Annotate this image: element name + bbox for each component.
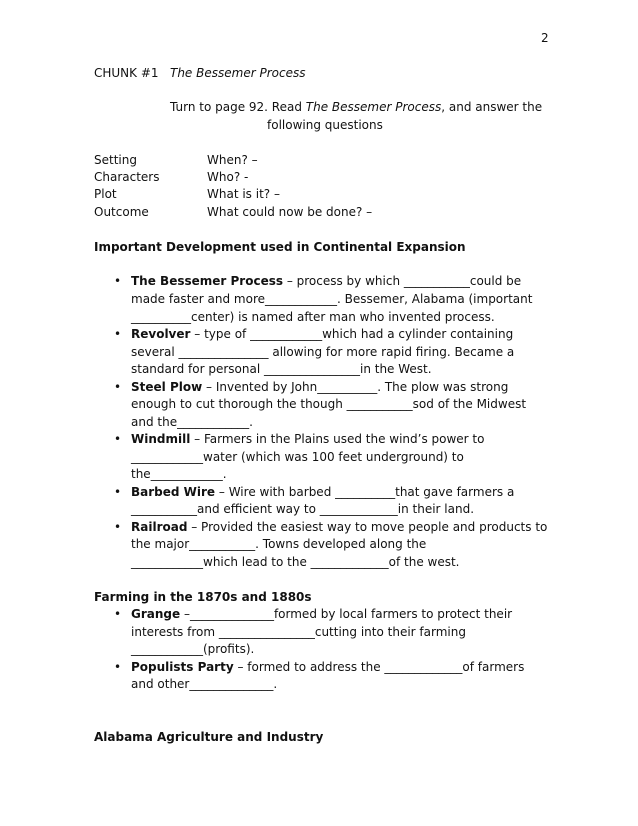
item-text: – Provided the easiest way to move people and products to <box>187 520 548 534</box>
item-text: __________center) is named after man who invented process. <box>131 310 495 324</box>
item-text: – Invented by John__________. The plow was strong <box>202 380 509 394</box>
chunk-header <box>94 66 305 80</box>
item-text: ____________water (which was 100 feet underground) to <box>131 450 464 464</box>
item-text: – Wire with barbed __________that gave farmers a <box>215 485 515 499</box>
book-title: The Bessemer Process <box>305 100 442 114</box>
item-text: standard for personal ________________in the West. <box>131 362 432 376</box>
item-text: –______________formed by local farmers to protect their <box>180 607 513 621</box>
item-text: interests from ________________cutting into their farming <box>131 625 466 639</box>
term: Barbed Wire <box>131 485 216 499</box>
bullet-icon: • <box>114 327 122 341</box>
story-question: What could now be done? – <box>207 205 373 219</box>
item-text: – formed to address the _____________of farmers <box>233 660 525 674</box>
story-term: Plot <box>94 187 117 201</box>
bullet-icon: • <box>114 380 122 394</box>
item-text: – process by which ___________could be <box>283 274 522 288</box>
section-heading-farming: Farming in the 1870s and 1880s <box>94 590 312 604</box>
item-text: made faster and more____________. Bessemer, Alabama (important <box>131 292 533 306</box>
item-text: – type of ____________which had a cylinder containing <box>190 327 514 341</box>
instruction-text: Turn to page 92. Read <box>170 100 306 114</box>
section-heading-expansion: Important Development used in Continental Expansion <box>94 240 466 254</box>
story-question: When? – <box>207 153 258 167</box>
instruction-text-end: , and answer the <box>441 100 543 114</box>
item-text: and other______________. <box>131 677 278 691</box>
term: The Bessemer Process <box>131 274 283 288</box>
item-text: and the____________. <box>131 415 253 429</box>
chunk-label: CHUNK #1 <box>94 66 159 80</box>
term: Windmill <box>131 432 191 446</box>
story-term: Setting <box>94 153 137 167</box>
term: Railroad <box>131 520 188 534</box>
item-text: enough to cut thorough the though ___________sod of the Midwest <box>131 397 527 411</box>
story-term: Characters <box>94 170 160 184</box>
term: Grange <box>131 607 181 621</box>
bullet-icon: • <box>114 432 122 446</box>
item-text: ____________which lead to the _____________of the west. <box>131 555 460 569</box>
item-text: ___________and efficient way to _____________in their land. <box>131 502 475 516</box>
term: Revolver <box>131 327 191 341</box>
term: Populists Party <box>131 660 234 674</box>
item-text: the major___________. Towns developed along the <box>131 537 427 551</box>
bullet-icon: • <box>114 485 122 499</box>
term: Steel Plow <box>131 380 203 394</box>
story-term: Outcome <box>94 205 149 219</box>
bullet-icon: • <box>114 660 122 674</box>
instruction-line-2: following questions <box>267 118 383 132</box>
item-text: ____________(profits). <box>131 642 255 656</box>
bullet-icon: • <box>114 607 122 621</box>
chunk-title: The Bessemer Process <box>170 66 306 80</box>
story-question: What is it? – <box>207 187 280 201</box>
item-text: the____________. <box>131 467 227 481</box>
story-question: Who? - <box>207 170 249 184</box>
bullet-icon: • <box>114 274 122 288</box>
item-text: – Farmers in the Plains used the wind’s power to <box>190 432 485 446</box>
instruction-line-1 <box>170 100 542 114</box>
page-number: 2 <box>541 31 549 45</box>
bullet-icon: • <box>114 520 122 534</box>
item-text: several _______________ allowing for more rapid firing. Became a <box>131 345 515 359</box>
section-heading-alabama: Alabama Agriculture and Industry <box>94 730 324 744</box>
